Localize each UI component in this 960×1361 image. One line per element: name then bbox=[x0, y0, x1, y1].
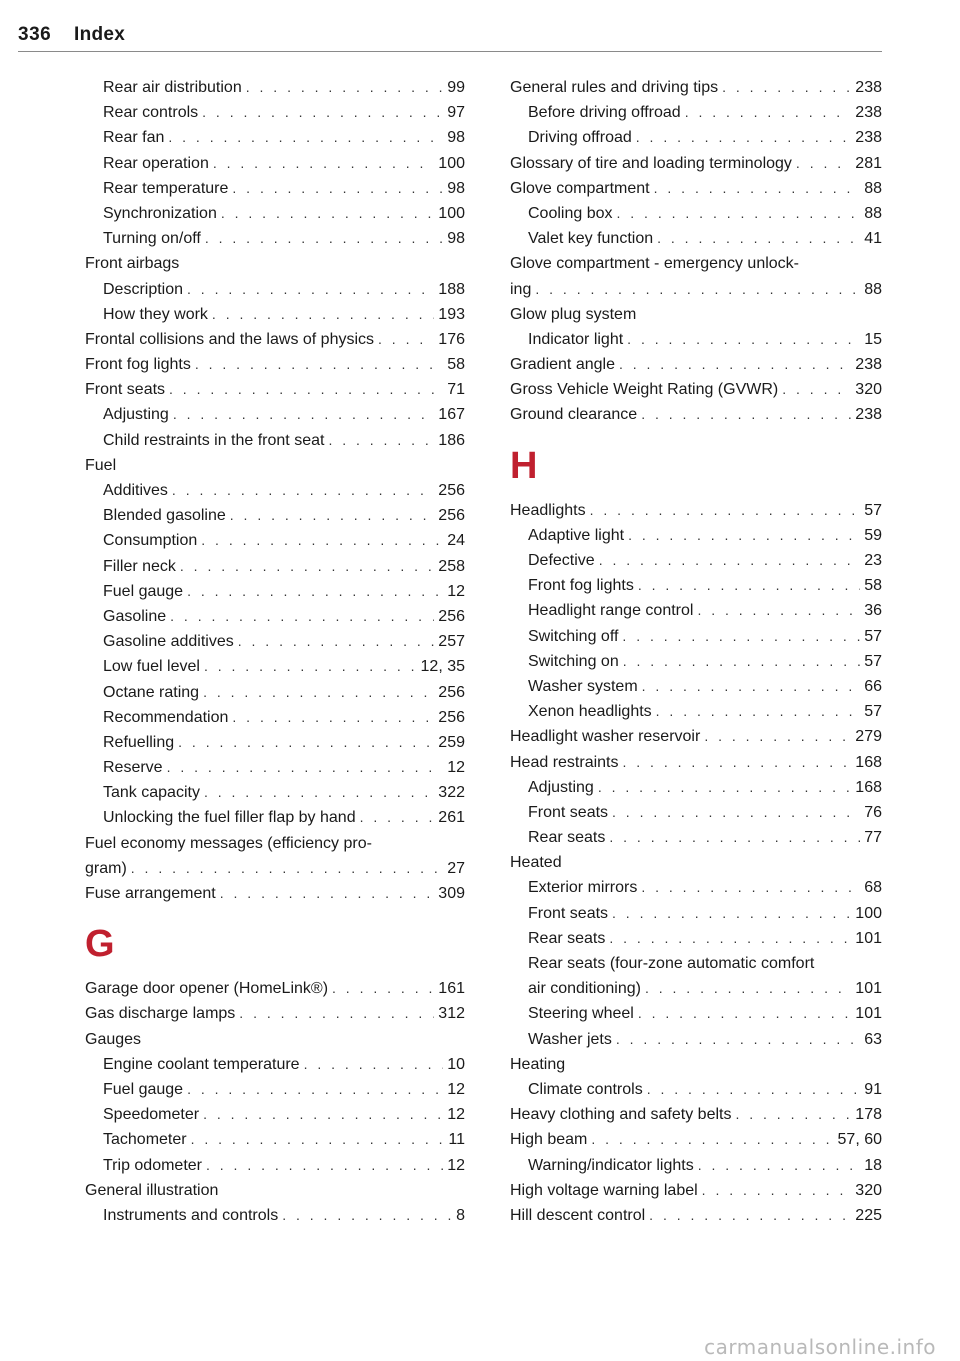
index-entry: Instruments and controls . . . 8 bbox=[85, 1203, 465, 1228]
index-entry: Tachometer . . . 11 bbox=[85, 1127, 465, 1152]
index-entry: High voltage warning label . . . 320 bbox=[510, 1178, 882, 1203]
index-entry: Rear controls . . . 97 bbox=[85, 100, 465, 125]
index-entry: Unlocking the fuel filler flap by hand . . . 261 bbox=[85, 805, 465, 830]
index-entry: Headlight range control . . . 36 bbox=[510, 598, 882, 623]
index-entry: Switching on . . . 57 bbox=[510, 649, 882, 674]
index-entry: Front fog lights . . . 58 bbox=[510, 573, 882, 598]
index-heading: Fuel economy messages (efficiency pro- bbox=[85, 834, 372, 852]
index-entry: Gas discharge lamps . . . 312 bbox=[85, 1001, 465, 1026]
index-entry: Front seats . . . 100 bbox=[510, 901, 882, 926]
index-entry: Rear air distribution . . . 99 bbox=[85, 75, 465, 100]
index-entry: Gross Vehicle Weight Rating (GVWR) . . . 320 bbox=[510, 377, 882, 402]
index-entry: Adaptive light . . . 59 bbox=[510, 523, 882, 548]
index-entry: gram) . . . 27 bbox=[85, 856, 465, 881]
index-entry: Glove compartment . . . 88 bbox=[510, 176, 882, 201]
index-heading: Glow plug system bbox=[510, 305, 637, 323]
index-entry: Warning/indicator lights . . . 18 bbox=[510, 1153, 882, 1178]
index-entry: Washer system . . . 66 bbox=[510, 674, 882, 699]
index-entry: Trip odometer . . . 12 bbox=[85, 1153, 465, 1178]
index-entry: Gasoline additives . . . 257 bbox=[85, 629, 465, 654]
index-entry: Rear operation . . . 100 bbox=[85, 151, 465, 176]
index-entry: Glossary of tire and loading terminology . . . 281 bbox=[510, 151, 882, 176]
index-entry: Adjusting . . . 168 bbox=[510, 775, 882, 800]
index-entry: Headlights . . . 57 bbox=[510, 498, 882, 523]
watermark: carmanualsonline.info bbox=[704, 1335, 936, 1359]
index-entry: Driving offroad . . . 238 bbox=[510, 125, 882, 150]
index-entry: Filler neck . . . 258 bbox=[85, 554, 465, 579]
index-entry: Fuse arrangement . . . 309 bbox=[85, 881, 465, 906]
index-entry: Climate controls . . . 91 bbox=[510, 1077, 882, 1102]
index-entry: Engine coolant temperature . . . 10 bbox=[85, 1052, 465, 1077]
index-entry: Turning on/off . . . 98 bbox=[85, 226, 465, 251]
index-entry: Exterior mirrors . . . 68 bbox=[510, 875, 882, 900]
index-entry: air conditioning) . . . 101 bbox=[510, 976, 882, 1001]
index-entry: Front fog lights . . . 58 bbox=[85, 352, 465, 377]
index-entry: Rear seats . . . 101 bbox=[510, 926, 882, 951]
index-entry: Octane rating . . . 256 bbox=[85, 680, 465, 705]
index-entry: Heavy clothing and safety belts . . . 178 bbox=[510, 1102, 882, 1127]
index-entry: Fuel gauge . . . 12 bbox=[85, 1077, 465, 1102]
index-entry: Before driving offroad . . . 238 bbox=[510, 100, 882, 125]
index-entry: How they work . . . 193 bbox=[85, 302, 465, 327]
index-entry: Gasoline . . . 256 bbox=[85, 604, 465, 629]
index-entry: High beam . . . 57, 60 bbox=[510, 1127, 882, 1152]
index-entry: Low fuel level . . . 12, 35 bbox=[85, 654, 465, 679]
index-entry: Fuel gauge . . . 12 bbox=[85, 579, 465, 604]
index-entry: Indicator light . . . 15 bbox=[510, 327, 882, 352]
index-entry: Refuelling . . . 259 bbox=[85, 730, 465, 755]
index-entry: General rules and driving tips . . . 238 bbox=[510, 75, 882, 100]
index-heading: Front airbags bbox=[85, 255, 180, 273]
index-entry: Reserve . . . 12 bbox=[85, 755, 465, 780]
index-entry: Switching off . . . 57 bbox=[510, 624, 882, 649]
index-entry: Valet key function . . . 41 bbox=[510, 226, 882, 251]
index-entry: Hill descent control . . . 225 bbox=[510, 1203, 882, 1228]
section-letter-h: H bbox=[510, 444, 538, 487]
header-divider bbox=[18, 51, 882, 52]
index-entry: Cooling box . . . 88 bbox=[510, 201, 882, 226]
index-heading: General illustration bbox=[85, 1181, 219, 1199]
page-title: Index bbox=[74, 24, 126, 45]
index-entry: Adjusting . . . 167 bbox=[85, 402, 465, 427]
index-heading: Heating bbox=[510, 1055, 566, 1073]
index-entry: Child restraints in the front seat . . . 186 bbox=[85, 428, 465, 453]
index-entry: Garage door opener (HomeLink®) . . . 161 bbox=[85, 976, 465, 1001]
index-entry: Rear temperature . . . 98 bbox=[85, 176, 465, 201]
index-entry: Front seats . . . 71 bbox=[85, 377, 465, 402]
index-entry: Synchronization . . . 100 bbox=[85, 201, 465, 226]
index-heading: Heated bbox=[510, 854, 562, 872]
index-entry: Additives . . . 256 bbox=[85, 478, 465, 503]
index-entry: Defective . . . 23 bbox=[510, 548, 882, 573]
index-entry: Description . . . 188 bbox=[85, 277, 465, 302]
index-entry: Ground clearance . . . 238 bbox=[510, 402, 882, 427]
index-entry: Gradient angle . . . 238 bbox=[510, 352, 882, 377]
index-entry: Rear seats . . . 77 bbox=[510, 825, 882, 850]
index-entry: Head restraints . . . 168 bbox=[510, 750, 882, 775]
index-heading: Gauges bbox=[85, 1030, 142, 1048]
index-heading: Fuel bbox=[85, 456, 117, 474]
index-entry: Consumption . . . 24 bbox=[85, 528, 465, 553]
index-entry: Rear fan . . . 98 bbox=[85, 125, 465, 150]
index-column-right bbox=[510, 75, 882, 1228]
index-entry: Xenon headlights . . . 57 bbox=[510, 699, 882, 724]
page-number: 336 bbox=[18, 24, 52, 45]
index-entry: Washer jets . . . 63 bbox=[510, 1027, 882, 1052]
index-entry: Tank capacity . . . 322 bbox=[85, 780, 465, 805]
index-entry: Frontal collisions and the laws of physics . . . 176 bbox=[85, 327, 465, 352]
index-entry: Recommendation . . . 256 bbox=[85, 705, 465, 730]
page-header bbox=[18, 24, 882, 52]
index-heading: Glove compartment - emergency unlock- bbox=[510, 255, 799, 273]
index-entry: Steering wheel . . . 101 bbox=[510, 1001, 882, 1026]
index-column-left bbox=[85, 75, 465, 1228]
index-entry: Speedometer . . . 12 bbox=[85, 1102, 465, 1127]
index-entry: Headlight washer reservoir . . . 279 bbox=[510, 724, 882, 749]
index-entry: Front seats . . . 76 bbox=[510, 800, 882, 825]
index-entry: Blended gasoline . . . 256 bbox=[85, 503, 465, 528]
index-entry: ing . . . 88 bbox=[510, 277, 882, 302]
index-heading: Rear seats (four-zone automatic comfort bbox=[528, 955, 815, 972]
section-letter-g: G bbox=[85, 923, 115, 966]
